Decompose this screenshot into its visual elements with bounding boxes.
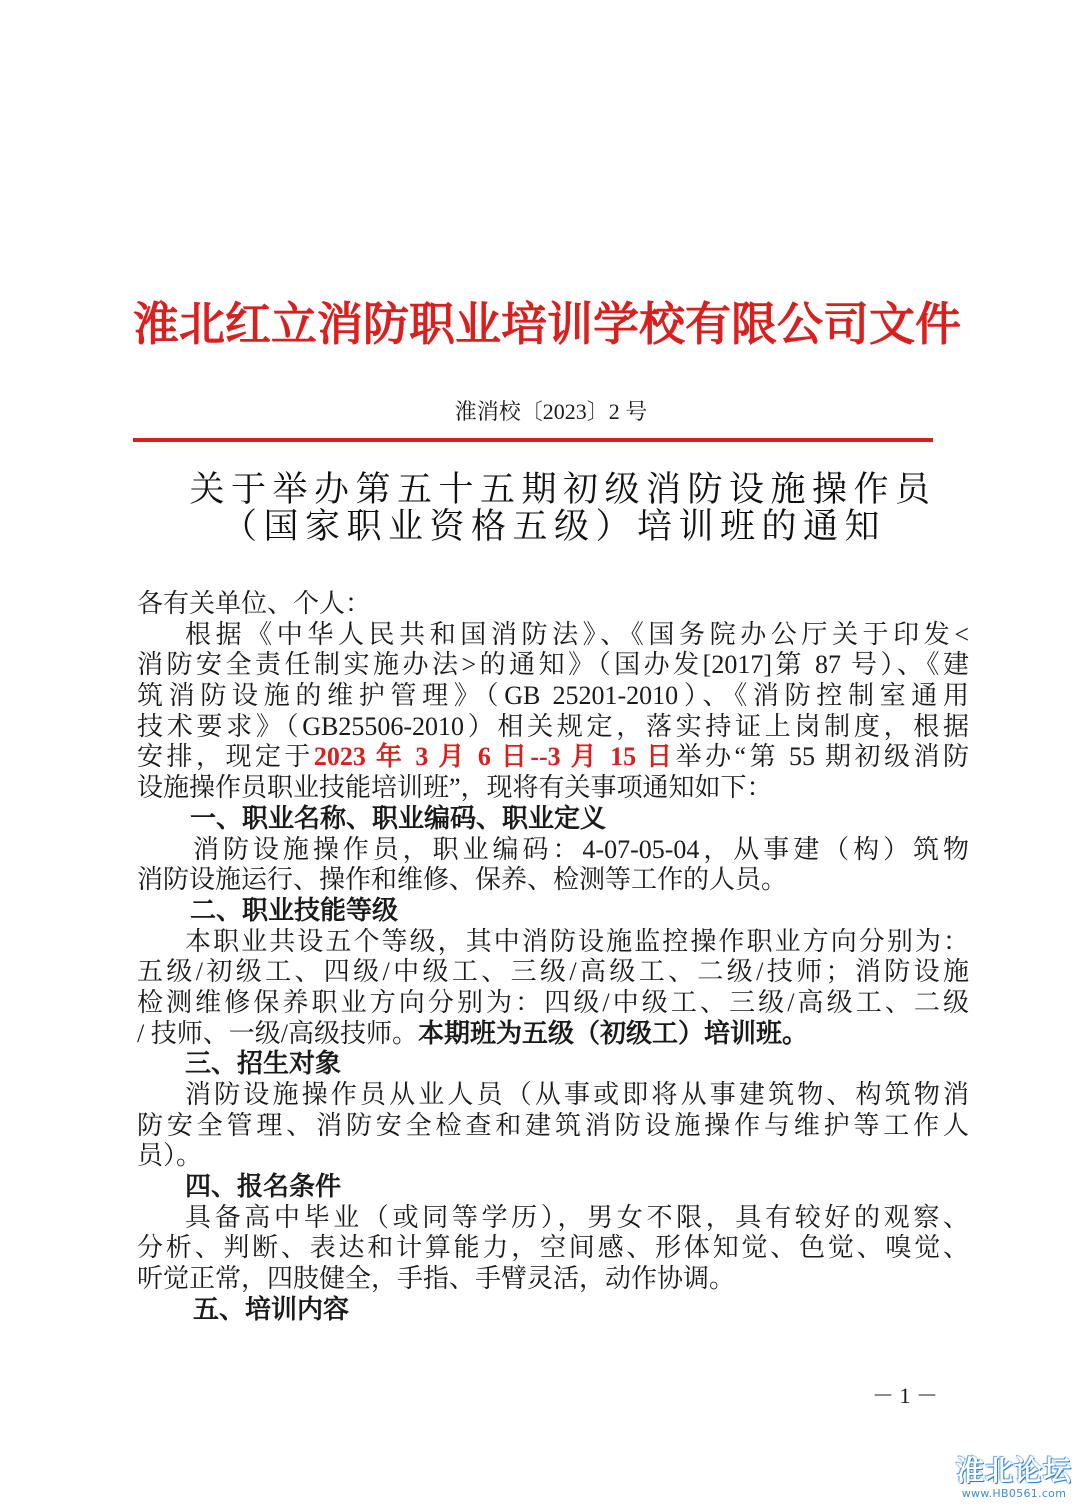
paragraph-line: 本职业共设五个等级，其中消防设施监控操作职业方向分别为： — [185, 926, 969, 956]
paragraph-text: / 技师、一级/高级技师。 — [137, 1018, 418, 1048]
paragraph-line: 听觉正常，四肢健全，手指、手臂灵活，动作协调。 — [137, 1264, 736, 1294]
red-divider-line — [133, 438, 933, 442]
section-heading: 四、报名条件 — [185, 1172, 342, 1202]
training-dates: 2023 年 3 月 6 日--3 月 15 日 — [313, 742, 676, 772]
doc-number: 淮消校〔2023〕2 号 — [454, 399, 648, 424]
notice-title-line-2: （国家职业资格五级）培训班的通知 — [221, 507, 886, 546]
paragraph-text: 举办“第 55 期初级消防 — [675, 742, 969, 772]
notice-body — [137, 589, 969, 1326]
paragraph-line: 分析、判断、表达和计算能力，空间感、形体知觉、色觉、嗅觉、 — [137, 1233, 969, 1263]
section-heading: 五、培训内容 — [193, 1294, 350, 1324]
paragraph-line: 筑消防设施的维护管理》（GB 25201-2010）、《消防控制室通用 — [137, 681, 969, 711]
paragraph-line: 设施操作员职业技能培训班”，现将有关事项通知如下： — [137, 773, 773, 803]
section-heading: 一、职业名称、职业编码、职业定义 — [190, 803, 607, 833]
watermark-logo — [953, 1455, 1075, 1505]
watermark-name: 淮北论坛 — [955, 1454, 1072, 1487]
paragraph-line: 消防安全责任制实施办法>的通知》（国办发[2017]第 87 号）、《建 — [137, 650, 969, 680]
paragraph-line: 具备高中毕业（或同等学历），男女不限，具有较好的观察、 — [185, 1202, 969, 1232]
paragraph-line: 五级/初级工、四级/中级工、三级/高级工、二级/技师；消防设施 — [137, 957, 969, 987]
class-level-note: 本期班为五级（初级工）培训班。 — [417, 1018, 808, 1048]
paragraph-line — [137, 1019, 969, 1050]
page-number: － 1 － — [871, 1383, 938, 1408]
section-heading: 三、招生对象 — [185, 1049, 342, 1079]
paragraph-line: 员）。 — [137, 1141, 203, 1171]
watermark-url: www.HB0561.com — [961, 1487, 1067, 1500]
paragraph-line: 检测维修保养职业方向分别为：四级/中级工、三级/高级工、二级 — [137, 987, 969, 1017]
salutation: 各有关单位、个人： — [137, 589, 372, 618]
paragraph-line: 消防设施操作员，职业编码：4-07-05-04，从事建（构）筑物 — [193, 834, 969, 864]
paragraph-line: 防安全管理、消防安全检查和建筑消防设施操作与维护等工作人 — [137, 1110, 969, 1140]
org-header-title: 淮北红立消防职业培训学校有限公司文件 — [133, 299, 961, 350]
paragraph-line: 根据《中华人民共和国消防法》、《国务院办公厅关于印发< — [185, 619, 969, 649]
paragraph-line: 技术要求》（GB25506-2010）相关规定，落实持证上岗制度，根据 — [137, 711, 969, 741]
notice-title-line-1: 关于举办第五十五期初级消防设施操作员 — [189, 470, 937, 509]
paragraph-line: 消防设施运行、操作和维修、保养、检测等工作的人员。 — [137, 865, 788, 895]
paragraph-line — [137, 742, 969, 773]
paragraph-text: 安排，现定于 — [137, 742, 314, 772]
section-heading: 二、职业技能等级 — [190, 895, 399, 925]
paragraph-line: 消防设施操作员从业人员（从事或即将从事建筑物、构筑物消 — [185, 1080, 969, 1109]
